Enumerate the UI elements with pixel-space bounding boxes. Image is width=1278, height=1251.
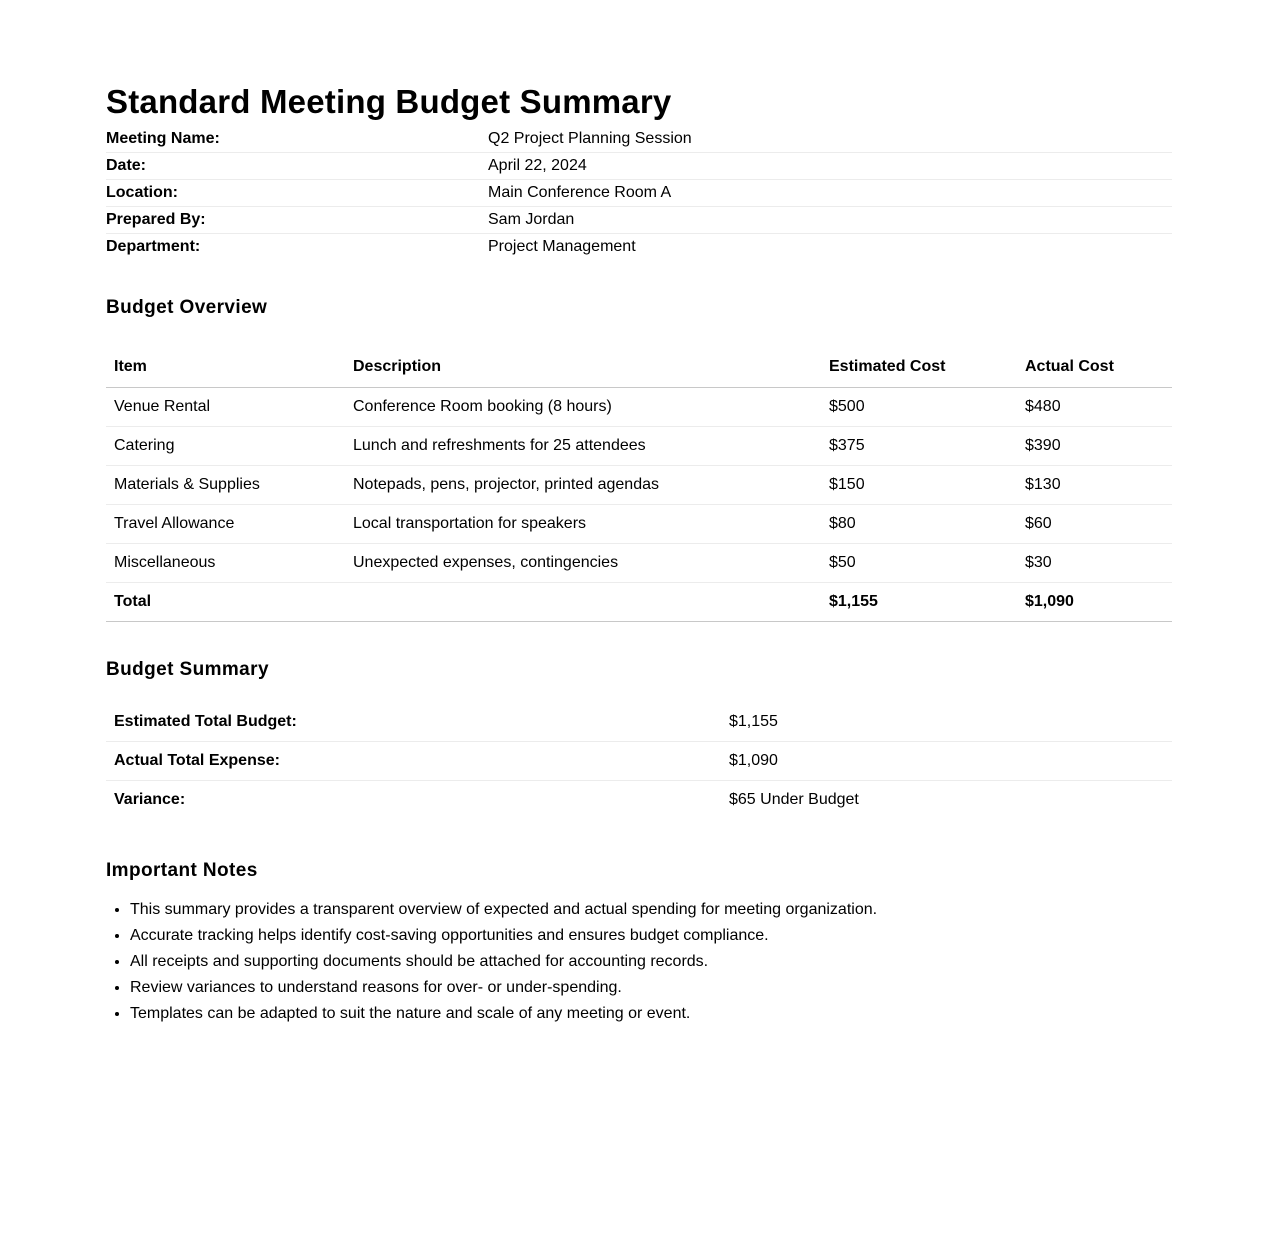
cell-actual-cost: $390 xyxy=(1017,427,1172,466)
meta-value: Sam Jordan xyxy=(488,211,575,228)
column-header-actual-cost: Actual Cost xyxy=(1017,347,1172,388)
meta-label: Prepared By: xyxy=(106,211,206,228)
meta-row-prepared-by xyxy=(106,207,1172,234)
summary-value: $1,090 xyxy=(721,742,1172,781)
budget-summary-table xyxy=(106,703,1172,819)
summary-row-actual-total xyxy=(106,742,1172,781)
cell-item: Miscellaneous xyxy=(106,544,345,583)
summary-label: Variance: xyxy=(114,791,186,808)
meta-value: Main Conference Room A xyxy=(488,184,672,201)
important-notes-heading: Important Notes xyxy=(106,860,258,881)
meta-value: Q2 Project Planning Session xyxy=(488,130,692,147)
budget-overview-heading: Budget Overview xyxy=(106,297,268,318)
summary-row-estimated-total xyxy=(106,703,1172,742)
cell-actual-cost: $130 xyxy=(1017,466,1172,505)
cell-description: Notepads, pens, projector, printed agendas xyxy=(345,466,821,505)
table-header-row xyxy=(106,347,1172,388)
budget-overview-table xyxy=(106,347,1172,622)
summary-value: $65 Under Budget xyxy=(729,791,859,808)
total-label: Total xyxy=(106,583,345,622)
meta-row-location xyxy=(106,180,1172,207)
meta-label: Department: xyxy=(106,238,201,255)
cell-actual-cost: $30 xyxy=(1017,544,1172,583)
cell-description: Conference Room booking (8 hours) xyxy=(345,388,821,427)
meta-label: Meeting Name: xyxy=(106,130,220,147)
meta-value: April 22, 2024 xyxy=(488,157,587,174)
total-actual-cost: $1,090 xyxy=(1017,583,1172,622)
table-row xyxy=(106,505,1172,544)
list-item: • Review variances to understand reasons for over- or under-spending. xyxy=(130,975,1172,1001)
table-total-row xyxy=(106,583,1172,622)
summary-label: Estimated Total Budget: xyxy=(106,703,721,742)
list-item: • All receipts and supporting documents should be attached for accounting records. xyxy=(130,949,1172,975)
summary-label: Actual Total Expense: xyxy=(106,742,721,781)
table-row xyxy=(106,466,1172,505)
table-row xyxy=(106,427,1172,466)
summary-row-variance xyxy=(106,781,1172,820)
list-item: • Templates can be adapted to suit the nature and scale of any meeting or event. xyxy=(130,1001,1172,1027)
table-row xyxy=(106,388,1172,427)
meta-row-meeting-name xyxy=(106,126,1172,153)
meta-label: Date: xyxy=(106,157,147,174)
cell-description: Unexpected expenses, contingencies xyxy=(345,544,821,583)
cell-description: Lunch and refreshments for 25 attendees xyxy=(345,427,821,466)
column-header-description: Description xyxy=(345,347,821,388)
notes-list xyxy=(106,897,1172,1027)
meta-label: Location: xyxy=(106,184,178,201)
cell-estimated-cost: $150 xyxy=(821,466,1017,505)
list-item: • Accurate tracking helps identify cost-saving opportunities and ensures budget compliance. xyxy=(130,923,1172,949)
total-estimated-cost: $1,155 xyxy=(821,583,1017,622)
page-title: Standard Meeting Budget Summary xyxy=(106,83,672,120)
summary-value: $1,155 xyxy=(721,703,1172,742)
column-header-estimated-cost: Estimated Cost xyxy=(821,347,1017,388)
cell-description: Local transportation for speakers xyxy=(345,505,821,544)
cell-actual-cost: $60 xyxy=(1017,505,1172,544)
cell-item: Venue Rental xyxy=(106,388,345,427)
document-page xyxy=(106,0,1172,1027)
total-empty-cell xyxy=(345,583,821,622)
cell-actual-cost: $480 xyxy=(1017,388,1172,427)
meta-row-department xyxy=(106,234,1172,260)
meta-value: Project Management xyxy=(488,238,636,255)
meeting-details xyxy=(106,126,1172,260)
cell-estimated-cost: $50 xyxy=(821,544,1017,583)
list-item: • This summary provides a transparent overview of expected and actual spending for meeting organization. xyxy=(130,897,1172,923)
cell-item: Catering xyxy=(106,427,345,466)
cell-estimated-cost: $80 xyxy=(821,505,1017,544)
budget-summary-heading: Budget Summary xyxy=(106,659,269,680)
column-header-item: Item xyxy=(106,347,345,388)
cell-item: Materials & Supplies xyxy=(106,466,345,505)
cell-estimated-cost: $375 xyxy=(821,427,1017,466)
meta-row-date xyxy=(106,153,1172,180)
table-row xyxy=(106,544,1172,583)
cell-estimated-cost: $500 xyxy=(821,388,1017,427)
cell-item: Travel Allowance xyxy=(106,505,345,544)
